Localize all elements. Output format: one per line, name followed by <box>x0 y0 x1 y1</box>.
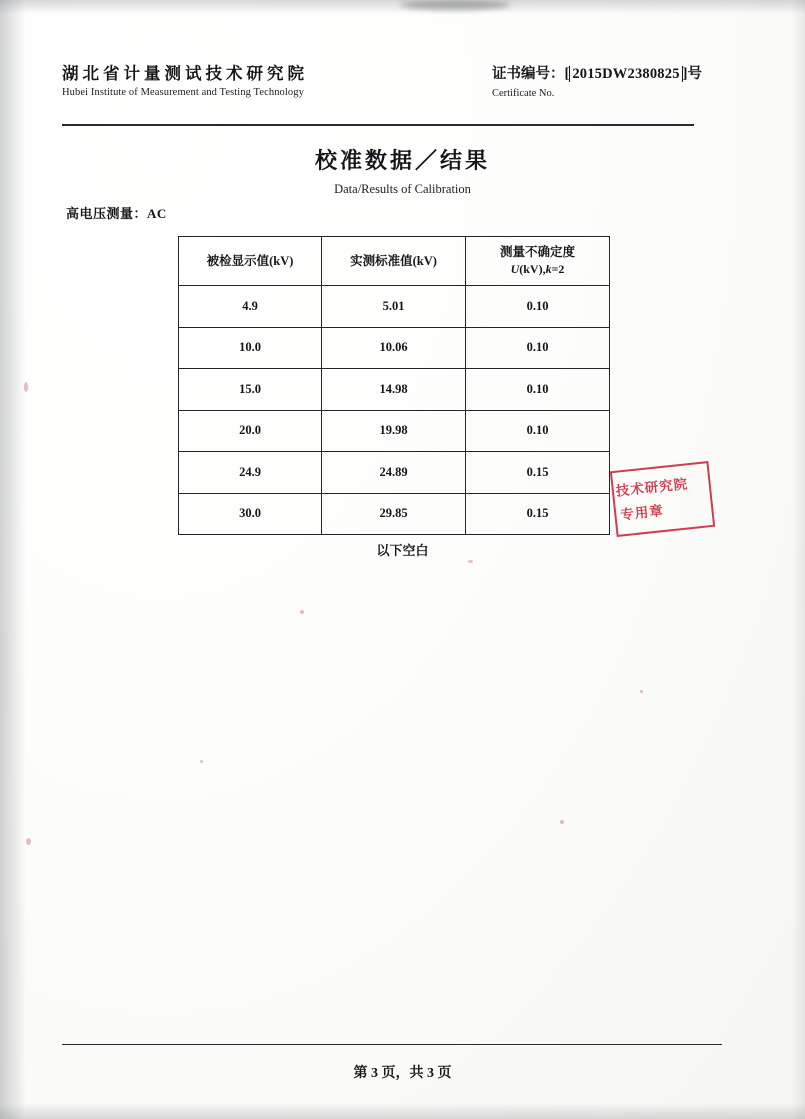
cell-display-value: 15.0 <box>179 369 322 411</box>
table-row <box>179 327 610 369</box>
institute-name-cn: 湖北省计量测试技术研究院 <box>62 64 308 83</box>
certificate-number-line <box>492 62 702 83</box>
cell-display-value: 4.9 <box>179 286 322 328</box>
scan-edge-shadow-bottom <box>0 1103 805 1119</box>
cell-uncertainty: 0.10 <box>466 327 610 369</box>
cell-display-value: 24.9 <box>179 452 322 494</box>
section-label: 高电压测量：AC <box>66 206 167 221</box>
cell-standard-value: 29.85 <box>322 493 466 535</box>
cell-standard-value: 5.01 <box>322 286 466 328</box>
certificate-bracket-left: [ <box>564 66 570 82</box>
scan-speck <box>300 610 304 614</box>
official-stamp <box>610 461 715 537</box>
stamp-line-1: 技术研究院 <box>615 476 689 499</box>
stamp-line-2: 专用章 <box>619 502 665 523</box>
cell-standard-value: 10.06 <box>322 327 466 369</box>
table-row <box>179 493 610 535</box>
scan-speck <box>24 382 28 392</box>
certificate-block <box>492 62 702 99</box>
column-header-measured-display: 被检显示值(kV) <box>179 237 322 286</box>
scan-speck <box>26 838 31 845</box>
table-row <box>179 410 610 452</box>
cell-uncertainty: 0.15 <box>466 452 610 494</box>
column-header-standard-value: 实测标准值(kV) <box>322 237 466 286</box>
scan-speck <box>640 690 643 693</box>
page-number-footer: 第 3 页，共 3 页 <box>353 1066 452 1081</box>
cell-standard-value: 19.98 <box>322 410 466 452</box>
certificate-label-cn: 证书编号： <box>491 66 565 82</box>
page-title-cn: 校准数据／结果 <box>314 148 490 173</box>
cell-uncertainty: 0.10 <box>466 410 610 452</box>
certificate-number: 2015DW2380825 <box>569 66 682 82</box>
cell-uncertainty: 0.10 <box>466 369 610 411</box>
calibration-table <box>178 236 610 535</box>
scan-edge-shadow-top <box>0 0 805 14</box>
blank-below-note: 以下空白 <box>376 543 429 558</box>
cell-standard-value: 24.89 <box>322 452 466 494</box>
header-divider <box>62 124 694 126</box>
cell-uncertainty: 0.10 <box>466 286 610 328</box>
cell-standard-value: 14.98 <box>322 369 466 411</box>
scan-speck <box>468 560 473 563</box>
institute-block <box>62 60 308 98</box>
page-title-en: Data/Results of Calibration <box>334 182 471 196</box>
table-row <box>179 452 610 494</box>
column-header-uncertainty-title: 测量不确定度 <box>499 245 575 260</box>
cell-display-value: 30.0 <box>179 493 322 535</box>
scan-artifact <box>400 0 510 10</box>
table-header-row <box>179 237 610 286</box>
table-body <box>179 286 610 535</box>
column-header-uncertainty <box>466 237 610 286</box>
scan-speck <box>200 760 203 763</box>
institute-name-en: Hubei Institute of Measurement and Testing Technology <box>62 87 304 98</box>
certificate-label-en: Certificate No. <box>491 88 555 99</box>
cell-display-value: 20.0 <box>179 410 322 452</box>
cell-display-value: 10.0 <box>179 327 322 369</box>
scan-speck <box>560 820 564 824</box>
document-header <box>62 60 702 99</box>
table-row <box>179 286 610 328</box>
cell-uncertainty: 0.15 <box>466 493 610 535</box>
table-row <box>179 369 610 411</box>
certificate-suffix-cn: 号 <box>687 66 702 82</box>
certificate-bracket-right: ] <box>682 66 688 82</box>
column-header-uncertainty-sub: U(kV),k=2 <box>510 262 565 277</box>
footer-divider <box>62 1044 722 1045</box>
